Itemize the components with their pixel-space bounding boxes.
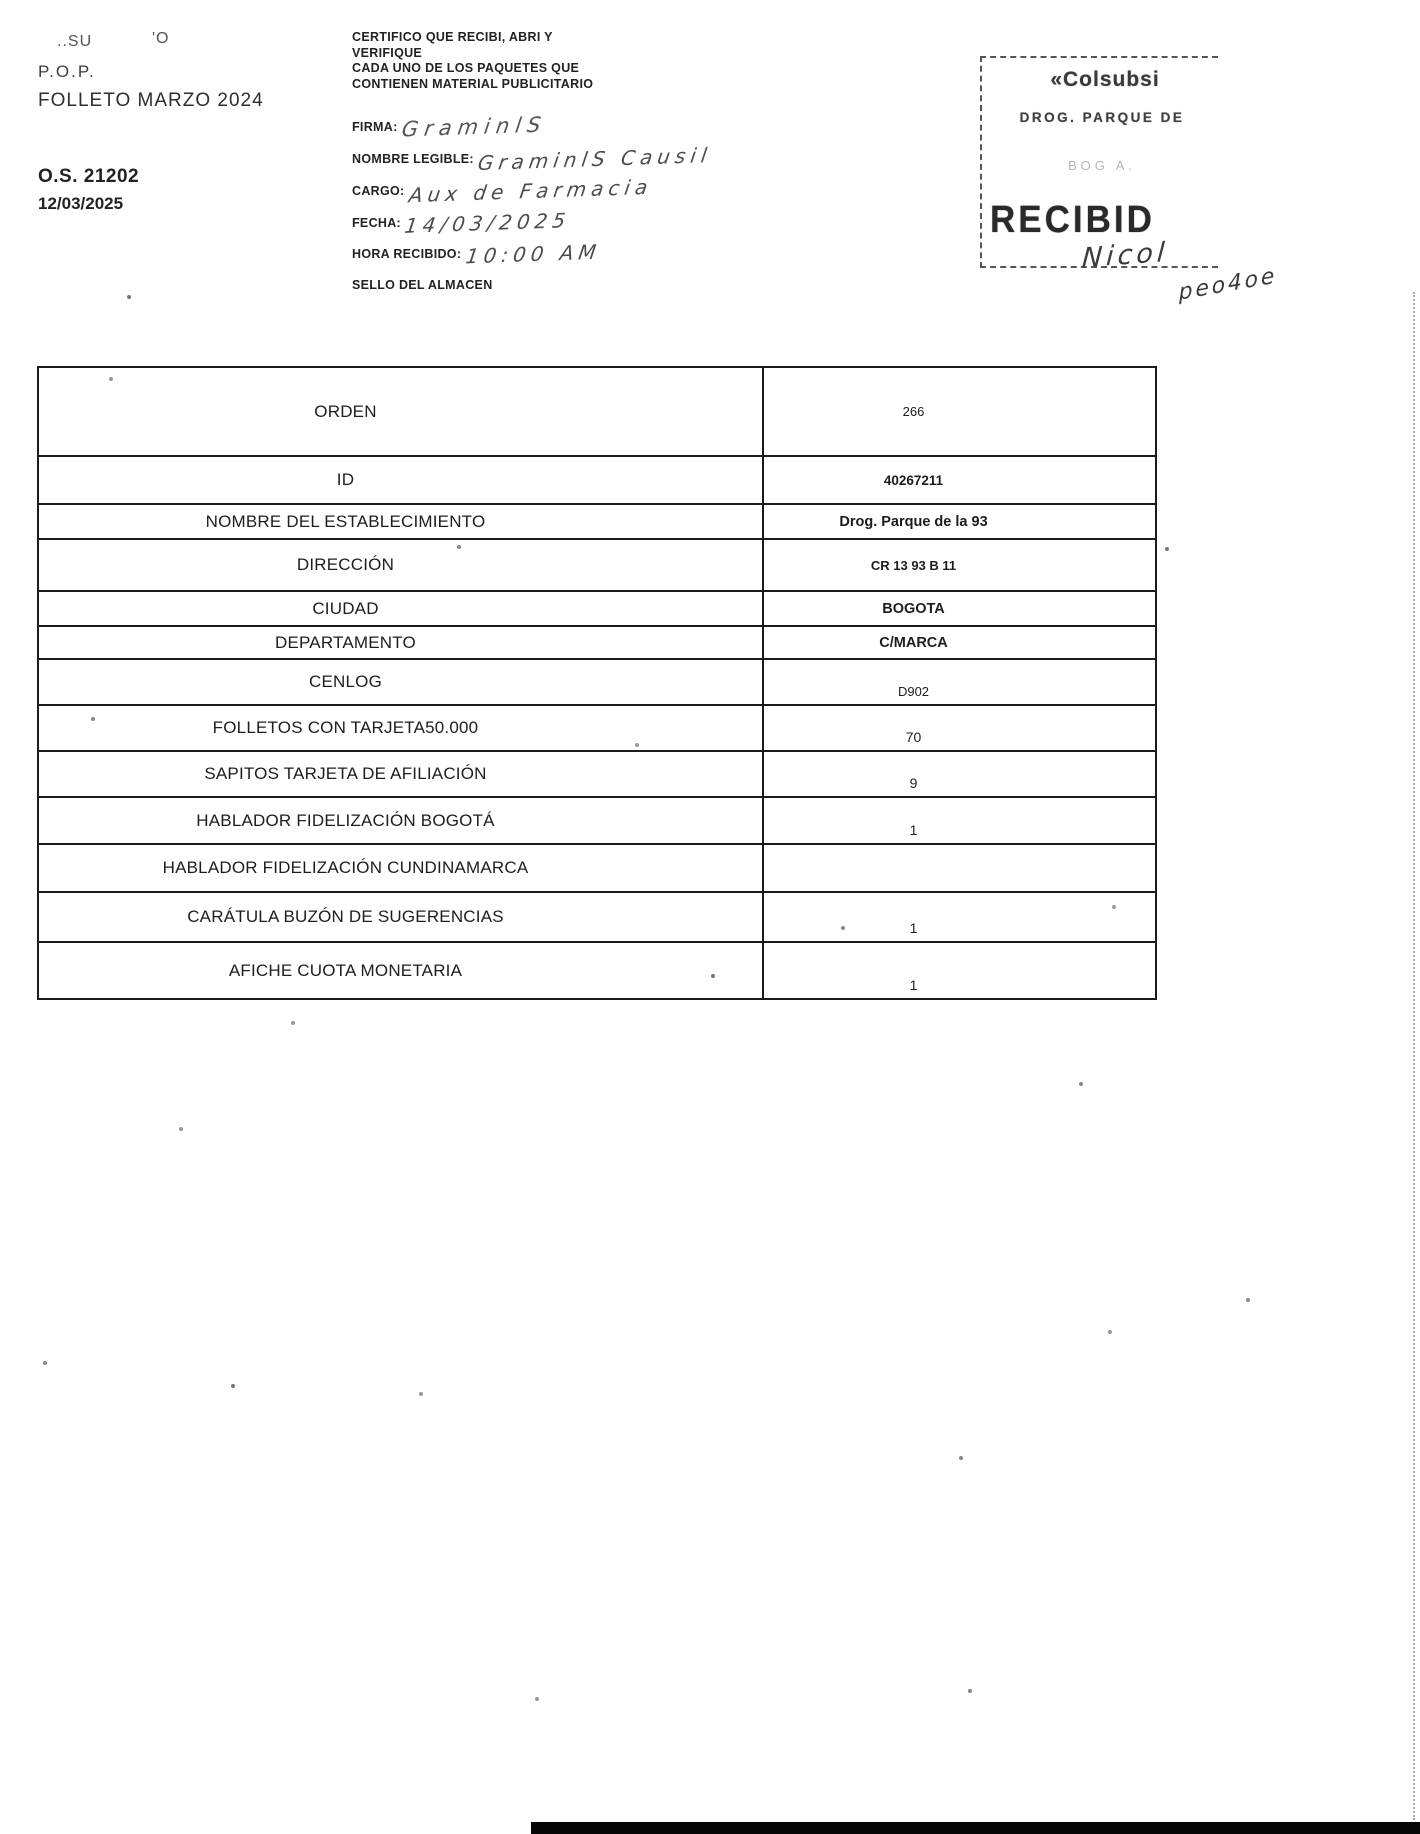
table-row — [39, 505, 1155, 540]
row-value: BOGOTA — [882, 600, 945, 617]
order-service-date: 12/03/2025 — [38, 194, 124, 213]
row-label: ID — [39, 457, 764, 503]
row-value: Drog. Parque de la 93 — [839, 513, 988, 530]
row-label: CIUDAD — [39, 592, 764, 625]
row-value: 1 — [909, 822, 918, 838]
field-cargo-label: CARGO: — [352, 184, 405, 198]
field-firma — [352, 112, 549, 142]
scan-noise-dots — [0, 0, 2, 2]
field-cargo — [352, 174, 655, 208]
certification-line: VERIFIQUE — [352, 45, 423, 60]
field-hora-recibido — [352, 239, 603, 269]
certification-statement — [352, 30, 682, 92]
row-value: C/MARCA — [879, 634, 948, 651]
table-row — [39, 457, 1155, 505]
handwritten-annotation-name: Nicol — [1081, 236, 1170, 275]
row-label: AFICHE CUOTA MONETARIA — [39, 943, 764, 998]
certification-line: CADA UNO DE LOS PAQUETES QUE — [352, 61, 580, 75]
row-value: 40267211 — [883, 472, 944, 488]
row-label: ORDEN — [39, 368, 764, 455]
stamp-faint-line: BOG A. — [1067, 158, 1137, 173]
row-label: HABLADOR FIDELIZACIÓN CUNDINAMARCA — [39, 845, 764, 891]
table-row — [39, 592, 1155, 627]
row-label: SAPITOS TARJETA DE AFILIACIÓN — [39, 752, 764, 796]
row-label: NOMBRE DEL ESTABLECIMIENTO — [39, 505, 764, 538]
row-value: 9 — [909, 775, 918, 791]
field-sello — [352, 276, 493, 294]
field-nombre-legible — [352, 142, 714, 176]
table-row — [39, 540, 1155, 592]
row-value: D902 — [897, 684, 930, 699]
pop-label: P.O.P. — [38, 62, 96, 81]
faded-header-text-2: 'O — [152, 30, 170, 47]
row-label: CARÁTULA BUZÓN DE SUGERENCIAS — [39, 893, 764, 941]
handwritten-name: GraminlS Causil — [476, 142, 714, 176]
table-row — [39, 845, 1155, 893]
scan-edge-artifact — [1413, 292, 1415, 1820]
handwritten-role: Aux de Farmacia — [407, 174, 655, 208]
field-firma-label: FIRMA: — [352, 120, 398, 134]
handwritten-date: 14/03/2025 — [403, 208, 573, 238]
table-row — [39, 752, 1155, 798]
handwritten-signature: GraminlS — [400, 112, 549, 142]
stamp-store-name: DROG. PARQUE DE — [1019, 110, 1185, 125]
order-service-number: O.S. 21202 — [38, 166, 140, 187]
row-value — [764, 845, 1155, 891]
table-row — [39, 627, 1155, 660]
table-row — [39, 368, 1155, 457]
field-nombre-label: NOMBRE LEGIBLE: — [352, 152, 474, 166]
table-row — [39, 706, 1155, 752]
certification-line: CERTIFICO QUE RECIBI, ABRI Y — [352, 30, 553, 44]
row-label: DEPARTAMENTO — [39, 627, 764, 658]
row-value: 266 — [902, 404, 925, 419]
row-value: 70 — [905, 729, 922, 745]
field-hora-label: HORA RECIBIDO: — [352, 247, 462, 261]
table-row — [39, 893, 1155, 943]
row-label: FOLLETOS CON TARJETA50.000 — [39, 706, 764, 750]
row-value: 1 — [909, 920, 918, 936]
faded-header-text: ..SU — [57, 33, 93, 50]
received-stamp — [980, 56, 1218, 268]
row-value: CR 13 93 B 11 — [870, 557, 957, 573]
delivery-table — [37, 366, 1157, 1000]
row-label: CENLOG — [39, 660, 764, 704]
field-fecha-label: FECHA: — [352, 216, 402, 230]
handwritten-time: 10:00 AM — [464, 239, 603, 269]
certification-line: CONTIENEN MATERIAL PUBLICITARIO — [352, 76, 594, 91]
colsubsidio-logo: «Colsubsi — [1050, 68, 1160, 91]
field-fecha — [352, 208, 573, 238]
row-label: DIRECCIÓN — [39, 540, 764, 590]
handwritten-annotation-extra: peo4oe — [1178, 263, 1278, 306]
table-row — [39, 798, 1155, 845]
campaign-title: FOLLETO MARZO 2024 — [38, 90, 264, 111]
stamp-recibido-text: RECIBID — [990, 198, 1155, 241]
table-row — [39, 943, 1155, 998]
table-row — [39, 660, 1155, 706]
row-value: 1 — [909, 977, 918, 993]
scan-bottom-bar-artifact — [531, 1822, 1420, 1834]
row-label: HABLADOR FIDELIZACIÓN BOGOTÁ — [39, 798, 764, 843]
field-sello-label: SELLO DEL ALMACEN — [352, 277, 493, 292]
